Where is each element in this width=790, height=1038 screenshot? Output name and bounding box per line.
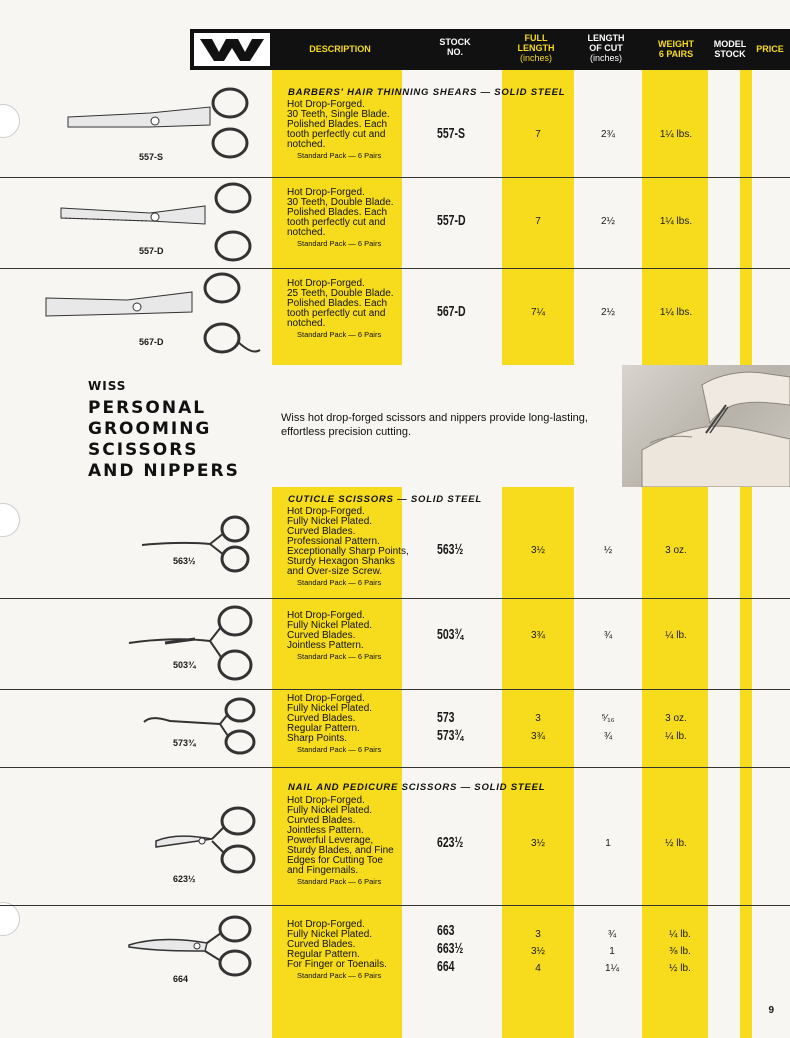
- full-length-value: 3: [535, 713, 541, 724]
- full-length-value: 3½: [531, 946, 545, 957]
- nail-scissors-icon: [150, 805, 265, 875]
- length-of-cut-value: ¾: [603, 630, 613, 641]
- product-description: Hot Drop-Forged. Fully Nickel Plated. Curved Blades. Jointless Pattern. Standard Pack — 6 Pairs: [287, 610, 382, 661]
- length-of-cut-value: 2½: [601, 216, 615, 227]
- product-label: 557-S: [139, 152, 164, 162]
- row-divider: [0, 598, 790, 599]
- header-full-length: FULL LENGTH (inches): [517, 33, 555, 63]
- full-length-value: 3¾: [531, 731, 545, 742]
- header-price: PRICE: [756, 44, 784, 54]
- price-column-stripe: [740, 70, 752, 365]
- full-length-value: 7¼: [531, 307, 545, 318]
- wiss-logo: [194, 33, 270, 66]
- manicure-hands-icon: [622, 365, 790, 487]
- weight-value: 3 oz.: [665, 545, 687, 556]
- product-label: 557-D: [139, 246, 164, 256]
- section-title-nail: NAIL AND PEDICURE SCISSORS — SOLID STEEL: [288, 782, 546, 793]
- product-description: Hot Drop-Forged. Fully Nickel Plated. Curved Blades. Regular Pattern. For Finger or Toenails. Standard Pack — 6 Pairs: [287, 919, 387, 980]
- banner-title-line: AND NIPPERS: [88, 461, 240, 481]
- cuticle-scissors-icon: [140, 515, 260, 575]
- weight-value: ¼ lb.: [669, 929, 691, 940]
- banner-title: [88, 398, 240, 482]
- wiss-w-logo-icon: [194, 33, 270, 66]
- product-label: 664: [173, 974, 189, 984]
- row-divider: [0, 268, 790, 269]
- length-of-cut-value: ⁵⁄₁₆: [601, 713, 615, 724]
- page-number: 9: [768, 1005, 774, 1016]
- row-divider: [0, 689, 790, 690]
- product-description: Hot Drop-Forged. 30 Teeth, Double Blade. Polished Blades. Each tooth perfectly cut and notched. Standard Pack — 6 Pairs: [287, 187, 394, 248]
- product-label: 567-D: [139, 337, 164, 347]
- full-length-value: 7: [535, 129, 541, 140]
- table-header: [190, 29, 790, 70]
- banner-brand: WISS: [88, 379, 127, 393]
- header-stock-no: STOCK NO.: [439, 37, 471, 57]
- binder-hole: [0, 503, 20, 537]
- banner-photo: [622, 365, 790, 487]
- full-length-value: 3: [535, 929, 541, 940]
- header-model-stock: MODEL STOCK: [713, 39, 747, 59]
- product-label: 503¾: [173, 660, 196, 670]
- stock-number: 663½: [437, 940, 464, 957]
- full-length-value: 3½: [531, 545, 545, 556]
- product-description: Hot Drop-Forged. Fully Nickel Plated. Curved Blades. Regular Pattern. Sharp Points. Standard Pack — 6 Pairs: [287, 693, 382, 754]
- banner-title-line: GROOMING: [88, 419, 212, 439]
- weight-value: ½ lb.: [669, 963, 691, 974]
- length-of-cut-value: 1¼: [605, 963, 619, 974]
- length-of-cut-value: ½: [603, 545, 613, 556]
- stock-number: 563½: [437, 541, 464, 558]
- full-length-value: 3½: [531, 838, 545, 849]
- row-divider: [0, 177, 790, 178]
- product-description: Hot Drop-Forged. Fully Nickel Plated. Curved Blades. Jointless Pattern. Powerful Leverage, Sturdy Blades, and Fine Edges for Cutting Toe and Fingernails. Standard Pack — 6 Pairs: [287, 795, 394, 886]
- row-divider: [0, 767, 790, 768]
- stock-number: 567-D: [437, 303, 466, 320]
- binder-hole: [0, 104, 20, 138]
- header-description: DESCRIPTION: [309, 44, 371, 54]
- weight-value: 1¼ lbs.: [659, 307, 693, 318]
- length-of-cut-value: 1: [609, 946, 615, 957]
- length-of-cut-value: ¾: [607, 929, 617, 940]
- length-of-cut-value: 1: [605, 838, 611, 849]
- weight-value: 3 oz.: [665, 713, 687, 724]
- weight-value: ½ lb.: [665, 838, 687, 849]
- header-weight: WEIGHT 6 PAIRS: [658, 39, 694, 59]
- stock-number: 623½: [437, 834, 464, 851]
- banner-text: Wiss hot drop-forged scissors and nippers provide long-lasting, effortless precision cutting.: [281, 412, 588, 438]
- full-length-value: 3¾: [531, 630, 545, 641]
- header-length-of-cut: LENGTH OF CUT (inches): [587, 33, 625, 63]
- full-length-value: 7: [535, 216, 541, 227]
- weight-value: ¼ lb.: [665, 630, 687, 641]
- weight-value: ⅜ lb.: [669, 946, 691, 957]
- product-description: Hot Drop-Forged. 30 Teeth, Single Blade. Polished Blades. Each tooth perfectly cut and notched. Standard Pack — 6 Pairs: [287, 99, 390, 160]
- stock-number: 664: [437, 958, 455, 975]
- product-description: Hot Drop-Forged. Fully Nickel Plated. Curved Blades. Professional Pattern. Exceptionally Sharp Points, Sturdy Hexagon Shanks and Over-size Screw. Standard Pack — 6 Pairs: [287, 506, 409, 587]
- stock-number: 503¾: [437, 626, 464, 643]
- weight-value: ¼ lb.: [665, 731, 687, 742]
- section-title-barbers: BARBERS' HAIR THINNING SHEARS — SOLID STEEL: [288, 87, 566, 98]
- stock-number: 573: [437, 709, 455, 726]
- row-divider: [0, 905, 790, 906]
- product-description: Hot Drop-Forged. 25 Teeth, Double Blade. Polished Blades. Each tooth perfectly cut and notched. Standard Pack — 6 Pairs: [287, 278, 394, 339]
- product-label: 623½: [173, 874, 196, 884]
- product-label: 573¾: [173, 738, 196, 748]
- finger-toenail-scissors-icon: [125, 915, 265, 980]
- stock-number: 663: [437, 922, 455, 939]
- price-column-stripe: [740, 487, 752, 1038]
- length-of-cut-value: 2½: [601, 307, 615, 318]
- stock-number: 573¾: [437, 727, 464, 744]
- weight-value: 1¼ lbs.: [659, 216, 693, 227]
- product-label: 563½: [173, 556, 196, 566]
- thinning-shears-567-icon: [42, 272, 267, 362]
- binder-hole: [0, 902, 20, 936]
- full-length-value: 4: [535, 963, 541, 974]
- stock-number: 557-D: [437, 212, 466, 229]
- jointless-cuticle-scissors-icon: [125, 603, 265, 683]
- banner-title-line: PERSONAL: [88, 398, 207, 418]
- length-of-cut-value: ¾: [603, 731, 613, 742]
- length-of-cut-value: 2¾: [601, 129, 615, 140]
- banner-title-line: SCISSORS: [88, 440, 199, 460]
- stock-number: 557-S: [437, 125, 466, 142]
- weight-value: 1¼ lbs.: [659, 129, 693, 140]
- section-title-cuticle: CUTICLE SCISSORS — SOLID STEEL: [288, 494, 482, 505]
- regular-cuticle-scissors-icon: [140, 696, 265, 758]
